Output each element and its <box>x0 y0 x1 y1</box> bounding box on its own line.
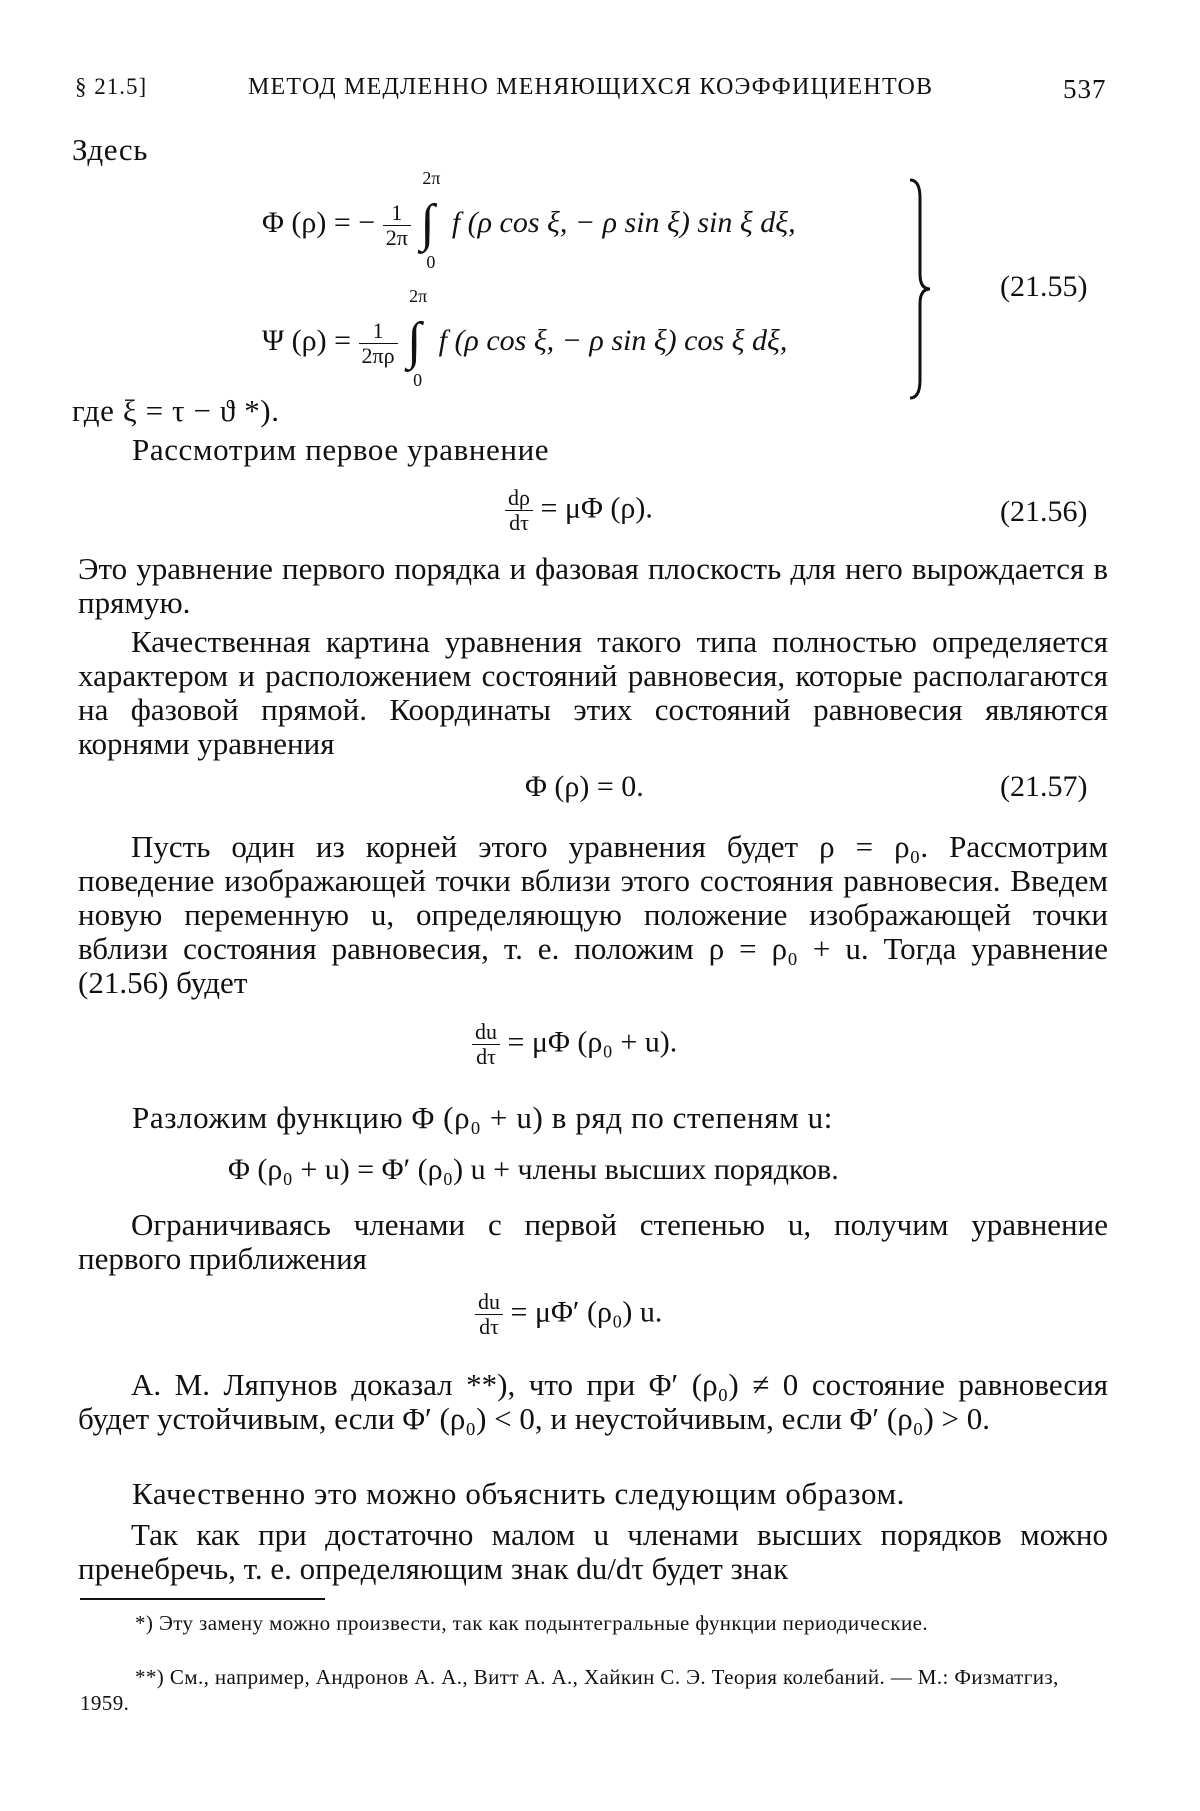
eq-du2-num: du <box>475 1290 503 1315</box>
eq-du1-fraction <box>472 1020 500 1069</box>
integral-sign-2: 2π ∫ 0 <box>407 286 428 390</box>
integral-sign-1: 2π ∫ 0 <box>420 168 441 272</box>
eq-du2-rhs: = μΦ′ (ρ₀) u. <box>510 1295 663 1329</box>
eq-du1-rhs: = μΦ (ρ₀ + u). <box>507 1025 678 1059</box>
lower-limit-2: 0 <box>413 370 423 390</box>
eq-21-56-den: dτ <box>509 510 529 535</box>
equation-21-56 <box>505 486 653 535</box>
equation-number-21-56: (21.56) <box>1000 495 1088 528</box>
section-reference: § 21.5] <box>75 74 148 99</box>
eq1-frac-num: 1 <box>383 201 411 226</box>
eq1-fraction <box>383 201 411 250</box>
upper-limit-2: 2π <box>409 286 428 306</box>
paragraph-7: А. М. Ляпунов доказал **), что при Φ′ (ρ₀) ≠ 0 состояние равновесия будет устойчивым, если Φ′ (ρ₀) < 0, и неустойчивым, если Φ′ (ρ₀) > 0. <box>78 1367 1108 1436</box>
equation-21-57: Φ (ρ) = 0. <box>525 770 644 803</box>
right-brace-icon <box>908 178 932 400</box>
footnote-2: **) См., например, Андронов А. А., Витт А. А., Хайкин С. Э. Теория колебаний. — М.: Физматгиз, 1959. <box>80 1665 1059 1715</box>
page-number: 537 <box>1063 74 1107 104</box>
paragraph-5: Разложим функцию Φ (ρ₀ + u) в ряд по степеням u: <box>132 1100 833 1135</box>
equation-du-1 <box>472 1020 677 1069</box>
equation-21-55-line2 <box>262 286 788 390</box>
paragraph-9: Так как при достаточно малом u членами высших порядков можно пренебречь, т. е. определяющим знак du/dτ будет знак <box>78 1517 1108 1586</box>
footnote-divider <box>80 1598 325 1600</box>
eq2-fraction <box>359 319 398 368</box>
equation-du-2 <box>475 1290 662 1339</box>
equation-number-21-55: (21.55) <box>1000 270 1088 303</box>
running-title: МЕТОД МЕДЛЕННО МЕНЯЮЩИХСЯ КОЭФФИЦИЕНТОВ <box>248 74 934 100</box>
expansion-equation: Φ (ρ₀ + u) = Φ′ (ρ₀) u + члены высших порядков. <box>228 1153 839 1186</box>
paragraph-3: Качественная картина уравнения такого типа полностью определяется характером и расположением состояний равновесия, которые располагаются на фазовой прямой. Координаты этих состояний равновесия являются корнями уравнения <box>78 624 1108 761</box>
eq2-integrand: f (ρ cos ξ, − ρ sin ξ) cos ξ dξ, <box>438 323 788 357</box>
paragraph-1: Рассмотрим первое уравнение <box>132 432 550 467</box>
eq-21-56-fraction <box>505 486 533 535</box>
where-line: где ξ = τ − ϑ *). <box>72 393 280 428</box>
paragraph-2: Это уравнение первого порядка и фазовая плоскость для него вырождается в прямую. <box>78 551 1108 620</box>
eq1-integrand: f (ρ cos ξ, − ρ sin ξ) sin ξ dξ, <box>451 205 796 239</box>
eq-21-56-num: dρ <box>505 486 533 511</box>
footnote-1: *) Эту замену можно произвести, так как подынтегральные функции периодические. <box>135 1611 929 1635</box>
eq-du1-num: du <box>472 1020 500 1045</box>
equation-21-55-line1 <box>262 168 796 272</box>
eq-du2-fraction <box>475 1290 503 1339</box>
intro-word: Здесь <box>72 132 148 167</box>
eq2-lhs: Ψ (ρ) = <box>262 323 352 357</box>
eq2-frac-num: 1 <box>359 319 398 344</box>
eq1-lhs: Φ (ρ) = − <box>262 205 376 239</box>
eq-du2-den: dτ <box>479 1314 499 1339</box>
eq1-frac-den: 2π <box>385 224 408 250</box>
eq-du1-den: dτ <box>476 1044 496 1069</box>
equation-number-21-57: (21.57) <box>1000 770 1088 803</box>
paragraph-6: Ограничиваясь членами с первой степенью u, получим уравнение первого приближения <box>78 1207 1108 1276</box>
eq2-frac-den: 2πρ <box>361 342 395 368</box>
lower-limit-1: 0 <box>426 252 436 272</box>
eq-21-56-rhs: = μΦ (ρ). <box>540 491 653 525</box>
paragraph-4: Пусть один из корней этого уравнения будет ρ = ρ₀. Рассмотрим поведение изображающей точки вблизи этого состояния равновесия. Введем новую переменную u, определяющую положение изображающей точки вблизи состояния равновесия, т. е. положим ρ = ρ₀ + u. Тогда уравнение (21.56) будет <box>78 829 1108 1000</box>
upper-limit-1: 2π <box>422 168 441 188</box>
paragraph-8: Качественно это можно объяснить следующим образом. <box>132 1476 906 1511</box>
